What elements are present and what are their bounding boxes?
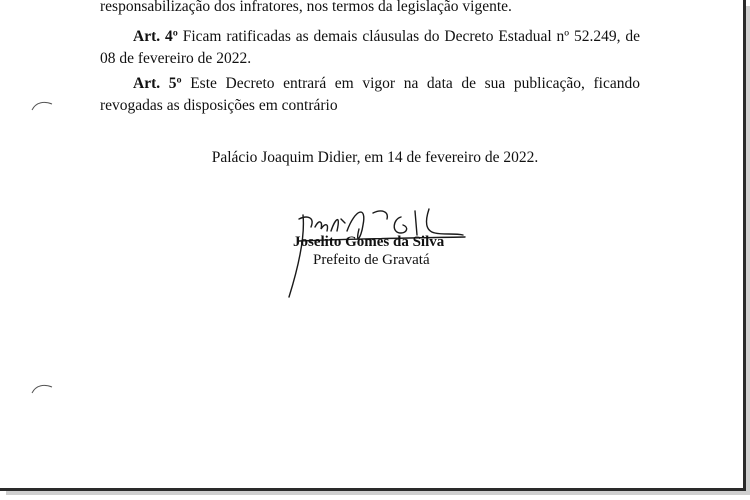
- punch-mark-icon: [30, 383, 54, 395]
- article-5-label: Art. 5º: [133, 75, 182, 92]
- signer-name: Joselito Gomes da Silva: [293, 234, 445, 250]
- article-5: [100, 73, 640, 117]
- paragraph-top-text: responsabilização dos infratores, nos termos da legislação vigente.: [100, 0, 512, 15]
- paragraph-top: [100, 0, 640, 18]
- article-4-label: Art. 4º: [133, 28, 178, 45]
- article-4: [100, 26, 640, 70]
- article-4-text: Ficam ratificadas as demais cláusulas do Decreto Estadual nº 52.249, de 08 de fevereiro de 2022.: [100, 28, 640, 67]
- punch-mark-icon: [30, 100, 54, 112]
- closing-line: Palácio Joaquim Didier, em 14 de fevereiro de 2022.: [211, 149, 539, 166]
- page-shadow-bottom: [6, 491, 750, 495]
- signer-title: Prefeito de Gravatá: [313, 252, 430, 268]
- article-5-text: Este Decreto entrará em vigor na data de sua publicação, ficando revogadas as disposições em contrário: [100, 75, 640, 114]
- page-shadow-right: [746, 6, 750, 494]
